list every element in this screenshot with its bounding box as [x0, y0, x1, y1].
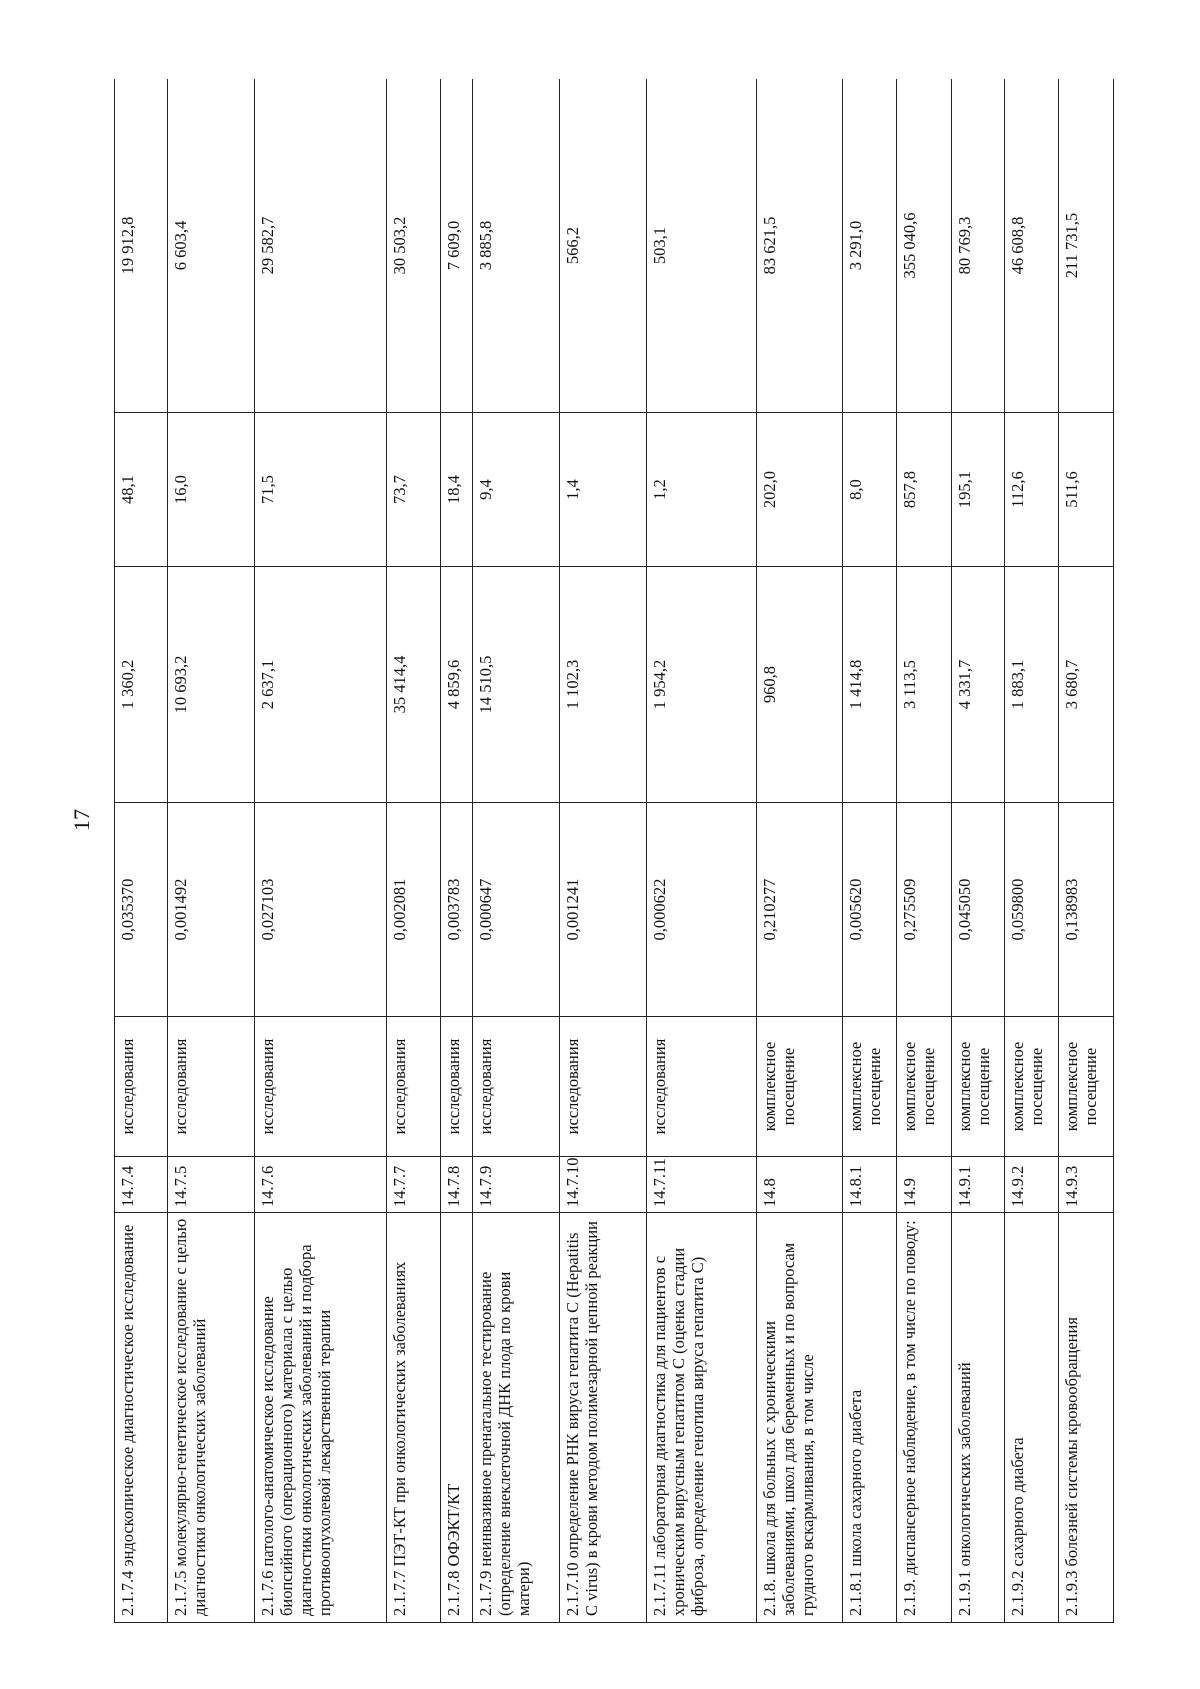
rotated-table-frame	[114, 79, 1114, 1623]
total-cell: 46 608,8	[1005, 79, 1059, 413]
unit-cell: комплексное посещение	[897, 1017, 951, 1157]
norm-cell: 0,000647	[473, 803, 560, 1017]
service-name-cell: 2.1.7.4 эндоскопическое диагностическое исследование	[115, 1213, 168, 1623]
row-code-cell: 14.9	[897, 1157, 951, 1213]
norm-cell: 0,138983	[1059, 803, 1114, 1017]
service-name-cell: 2.1.7.5 молекулярно-генетическое исследование с целью диагностики онкологических заболеваний	[168, 1213, 255, 1623]
per-capita-cell: 511,6	[1059, 413, 1114, 567]
norm-cell: 0,275509	[897, 803, 951, 1017]
funding-norms-table	[114, 79, 1114, 1623]
per-capita-cell: 1,4	[560, 413, 647, 567]
row-code-cell: 14.7.7	[386, 1157, 440, 1213]
per-capita-cell: 857,8	[897, 413, 951, 567]
unit-cell: исследования	[386, 1017, 440, 1157]
unit-cell: исследования	[646, 1017, 756, 1157]
total-cell: 7 609,0	[441, 79, 473, 413]
row-code-cell: 14.7.11	[646, 1157, 756, 1213]
total-cell: 19 912,8	[115, 79, 168, 413]
unit-cell: комплексное посещение	[756, 1017, 843, 1157]
table-row	[560, 79, 647, 1623]
cost-cell: 14 510,5	[473, 567, 560, 803]
table-row	[897, 79, 951, 1623]
row-code-cell: 14.9.3	[1059, 1157, 1114, 1213]
norm-cell: 0,035370	[115, 803, 168, 1017]
table-row	[951, 79, 1004, 1623]
row-code-cell: 14.9.1	[951, 1157, 1004, 1213]
norm-cell: 0,045050	[951, 803, 1004, 1017]
page-number: 17	[69, 809, 94, 831]
service-name-cell: 2.1.9.3 болезней системы кровообращения	[1059, 1213, 1114, 1623]
per-capita-cell: 195,1	[951, 413, 1004, 567]
service-name-cell: 2.1.7.10 определение РНК вируса гепатита С (Hepatitis C virus) в крови методом полимезарной цепной реакции	[560, 1213, 647, 1623]
row-code-cell: 14.8	[756, 1157, 843, 1213]
cost-cell: 960,8	[756, 567, 843, 803]
service-name-cell: 2.1.9.2 сахарного диабета	[1005, 1213, 1059, 1623]
total-cell: 83 621,5	[756, 79, 843, 413]
per-capita-cell: 202,0	[756, 413, 843, 567]
cost-cell: 1 414,8	[843, 567, 897, 803]
norm-cell: 0,003783	[441, 803, 473, 1017]
cost-cell: 10 693,2	[168, 567, 255, 803]
table-container	[114, 79, 1114, 1623]
total-cell: 355 040,6	[897, 79, 951, 413]
total-cell: 503,1	[646, 79, 756, 413]
table-row	[646, 79, 756, 1623]
service-name-cell: 2.1.8. школа для больных с хроническими заболеваниями, школ для беременных и по вопросам грудного вскармливания, в том числе	[756, 1213, 843, 1623]
unit-cell: исследования	[441, 1017, 473, 1157]
norm-cell: 0,001492	[168, 803, 255, 1017]
service-name-cell: 2.1.7.9 неинвазивное пренатальное тестирование (определение внеклеточной ДНК плода по крови матери)	[473, 1213, 560, 1623]
unit-cell: исследования	[473, 1017, 560, 1157]
table-row	[473, 79, 560, 1623]
norm-cell: 0,001241	[560, 803, 647, 1017]
cost-cell: 1 954,2	[646, 567, 756, 803]
service-name-cell: 2.1.7.8 ОФЭКТ/КТ	[441, 1213, 473, 1623]
per-capita-cell: 71,5	[254, 413, 386, 567]
per-capita-cell: 48,1	[115, 413, 168, 567]
service-name-cell: 2.1.8.1 школа сахарного диабета	[843, 1213, 897, 1623]
cost-cell: 1 883,1	[1005, 567, 1059, 803]
per-capita-cell: 18,4	[441, 413, 473, 567]
total-cell: 6 603,4	[168, 79, 255, 413]
total-cell: 30 503,2	[386, 79, 440, 413]
table-row	[168, 79, 255, 1623]
unit-cell: исследования	[254, 1017, 386, 1157]
total-cell: 3 885,8	[473, 79, 560, 413]
norm-cell: 0,210277	[756, 803, 843, 1017]
per-capita-cell: 112,6	[1005, 413, 1059, 567]
table-row	[441, 79, 473, 1623]
service-name-cell: 2.1.7.11 лабораторная диагностика для пациентов с хроническим вирусным гепатитом С (оценка стадии фиброза, определение генотипа вируса гепатита С)	[646, 1213, 756, 1623]
unit-cell: комплексное посещение	[843, 1017, 897, 1157]
row-code-cell: 14.7.9	[473, 1157, 560, 1213]
unit-cell: комплексное посещение	[951, 1017, 1004, 1157]
total-cell: 566,2	[560, 79, 647, 413]
cost-cell: 3 113,5	[897, 567, 951, 803]
total-cell: 3 291,0	[843, 79, 897, 413]
row-code-cell: 14.7.5	[168, 1157, 255, 1213]
unit-cell: комплексное посещение	[1059, 1017, 1114, 1157]
per-capita-cell: 9,4	[473, 413, 560, 567]
table-row	[843, 79, 897, 1623]
per-capita-cell: 16,0	[168, 413, 255, 567]
cost-cell: 35 414,4	[386, 567, 440, 803]
row-code-cell: 14.8.1	[843, 1157, 897, 1213]
row-code-cell: 14.7.10	[560, 1157, 647, 1213]
norm-cell: 0,002081	[386, 803, 440, 1017]
unit-cell: исследования	[168, 1017, 255, 1157]
cost-cell: 4 331,7	[951, 567, 1004, 803]
cost-cell: 4 859,6	[441, 567, 473, 803]
cost-cell: 1 102,3	[560, 567, 647, 803]
table-row	[254, 79, 386, 1623]
service-name-cell: 2.1.9. диспансерное наблюдение, в том числе по поводу:	[897, 1213, 951, 1623]
row-code-cell: 14.9.2	[1005, 1157, 1059, 1213]
norm-cell: 0,000622	[646, 803, 756, 1017]
service-name-cell: 2.1.7.6 патолого-анатомическое исследование биопсийного (операционного) материала с целью диагностики онкологических заболеваний и подбора противоопухолевой лекарственной терапии	[254, 1213, 386, 1623]
table-row	[386, 79, 440, 1623]
table-row	[756, 79, 843, 1623]
norm-cell: 0,005620	[843, 803, 897, 1017]
per-capita-cell: 8,0	[843, 413, 897, 567]
row-code-cell: 14.7.6	[254, 1157, 386, 1213]
unit-cell: исследования	[115, 1017, 168, 1157]
per-capita-cell: 73,7	[386, 413, 440, 567]
row-code-cell: 14.7.8	[441, 1157, 473, 1213]
norm-cell: 0,059800	[1005, 803, 1059, 1017]
per-capita-cell: 1,2	[646, 413, 756, 567]
table-row	[1059, 79, 1114, 1623]
unit-cell: исследования	[560, 1017, 647, 1157]
service-name-cell: 2.1.7.7 ПЭТ-КТ при онкологических заболеваниях	[386, 1213, 440, 1623]
table-row	[1005, 79, 1059, 1623]
cost-cell: 2 637,1	[254, 567, 386, 803]
total-cell: 80 769,3	[951, 79, 1004, 413]
row-code-cell: 14.7.4	[115, 1157, 168, 1213]
cost-cell: 1 360,2	[115, 567, 168, 803]
service-name-cell: 2.1.9.1 онкологических заболеваний	[951, 1213, 1004, 1623]
total-cell: 211 731,5	[1059, 79, 1114, 413]
total-cell: 29 582,7	[254, 79, 386, 413]
table-row	[115, 79, 168, 1623]
norm-cell: 0,027103	[254, 803, 386, 1017]
cost-cell: 3 680,7	[1059, 567, 1114, 803]
unit-cell: комплексное посещение	[1005, 1017, 1059, 1157]
